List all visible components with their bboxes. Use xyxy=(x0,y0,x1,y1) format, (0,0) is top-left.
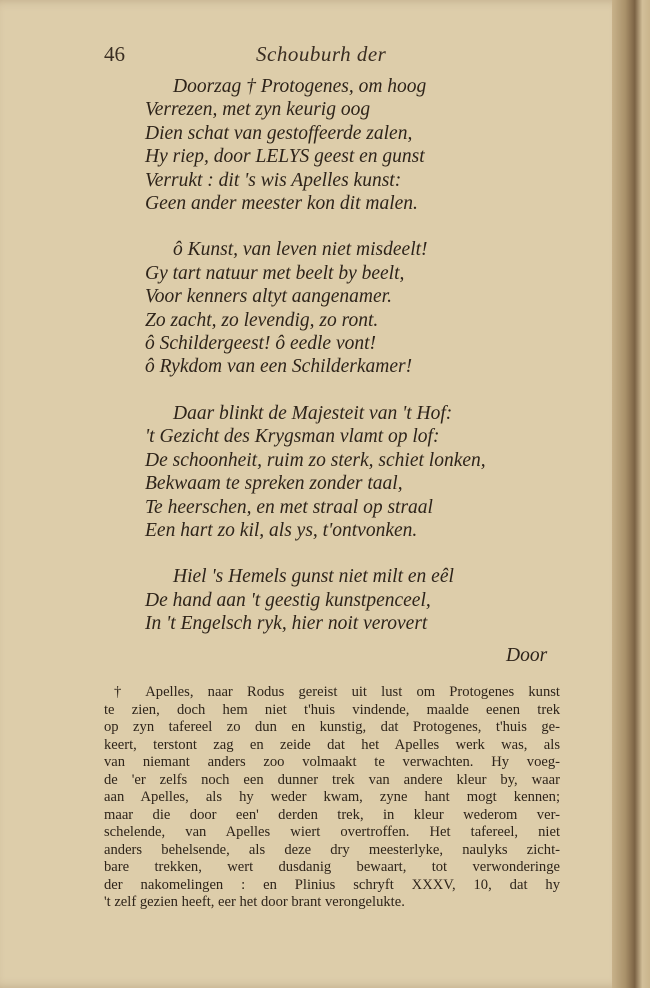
verse-line: Hy riep, door LELYS geest en gunst xyxy=(145,146,425,168)
stanza-1 xyxy=(0,75,626,215)
stanza-3 xyxy=(0,402,626,542)
verse-line: De schoonheit, ruim zo sterk, schiet lonken, xyxy=(145,449,486,471)
verse-line: Geen ander meester kon dit malen. xyxy=(145,193,418,215)
verse-line: 't Gezicht des Krygsman vlamt op lof: xyxy=(145,426,440,448)
verse-line: Voor kenners altyt aangenamer. xyxy=(145,286,392,308)
running-title: Schouburh der xyxy=(256,42,387,66)
verse-line: ô Rykdom van een Schilderkamer! xyxy=(145,356,413,378)
footnote-line: maar die door een' derden trek, in kleur wederom ver- xyxy=(104,806,560,823)
verse-line: Hiel 's Hemels gunst niet milt en eêl xyxy=(173,566,454,588)
verse-line: Gy tart natuur met beelt by beelt, xyxy=(145,262,405,284)
verse-line: Zo zacht, zo levendig, zo ront. xyxy=(145,309,379,331)
verse-line: Doorzag † Protogenes, om hoog xyxy=(173,76,427,97)
stanza-4 xyxy=(0,565,626,635)
footnote-line: der nakomelingen : en Plinius schryft XXXV, 10, dat hy xyxy=(104,876,560,893)
verse-line: Dien schat van gestoffeerde zalen, xyxy=(145,122,413,144)
poem xyxy=(0,75,626,659)
book-gutter xyxy=(612,0,650,988)
verse-line: Verrukt : dit 's wis Apelles kunst: xyxy=(145,169,402,191)
footnote-line: 't zelf gezien heeft, eer het door brant verongelukte. xyxy=(104,894,405,910)
footnote-line: aan Apelles, als hy weder kwam, zyne hant mogt kennen; xyxy=(104,789,560,805)
footnote-line: keert, terstont zag en zeide dat het Apelles werk was, als xyxy=(104,736,560,753)
verse-line: In 't Engelsch ryk, hier noit verovert xyxy=(145,613,428,635)
footnote-line: te zien, doch hem niet t'huis vindende, maalde eenen trek xyxy=(104,701,560,718)
footnote-line: schelende, van Apelles wiert overtroffen. Het tafereel, niet xyxy=(104,824,560,840)
verse-line: ô Kunst, van leven niet misdeelt! xyxy=(173,239,428,261)
footnote xyxy=(104,684,560,912)
footnote-line: † Apelles, naar Rodus gereist uit lust om Protogenes kunst xyxy=(114,684,560,700)
footnote-line: de 'er zelfs noch een dunner trek van andere kleur by, waar xyxy=(104,771,560,788)
verse-line: Daar blinkt de Majesteit van 't Hof: xyxy=(173,402,453,424)
verse-line: De hand aan 't geestig kunstpenceel, xyxy=(145,589,431,611)
verse-line: ô Schildergeest! ô eedle vont! xyxy=(145,333,377,355)
footnote-line: op zyn tafereel zo dun en kunstig, dat Protogenes, t'huis ge- xyxy=(104,719,560,735)
footnote-line: anders behelsende, als deze dry meesterlyke, naulyks zicht- xyxy=(104,841,560,858)
catchword: Door xyxy=(506,645,548,666)
verse-line: Te heerschen, en met straal op straal xyxy=(145,496,433,518)
page-header xyxy=(0,42,626,72)
footnote-line: van niemant anders zoo volmaakt te verwachten. Hy voeg- xyxy=(104,754,560,770)
stanza-2 xyxy=(0,238,626,378)
page-number: 46 xyxy=(104,42,125,66)
verse-line: Verrezen, met zyn keurig oog xyxy=(145,99,371,121)
verse-line: Een hart zo kil, als ys, t'ontvonken. xyxy=(145,519,418,541)
footnote-line: bare trekken, wert dusdanig bewaart, tot verwonderinge xyxy=(104,859,560,875)
verse-line: Bekwaam te spreken zonder taal, xyxy=(145,473,403,495)
